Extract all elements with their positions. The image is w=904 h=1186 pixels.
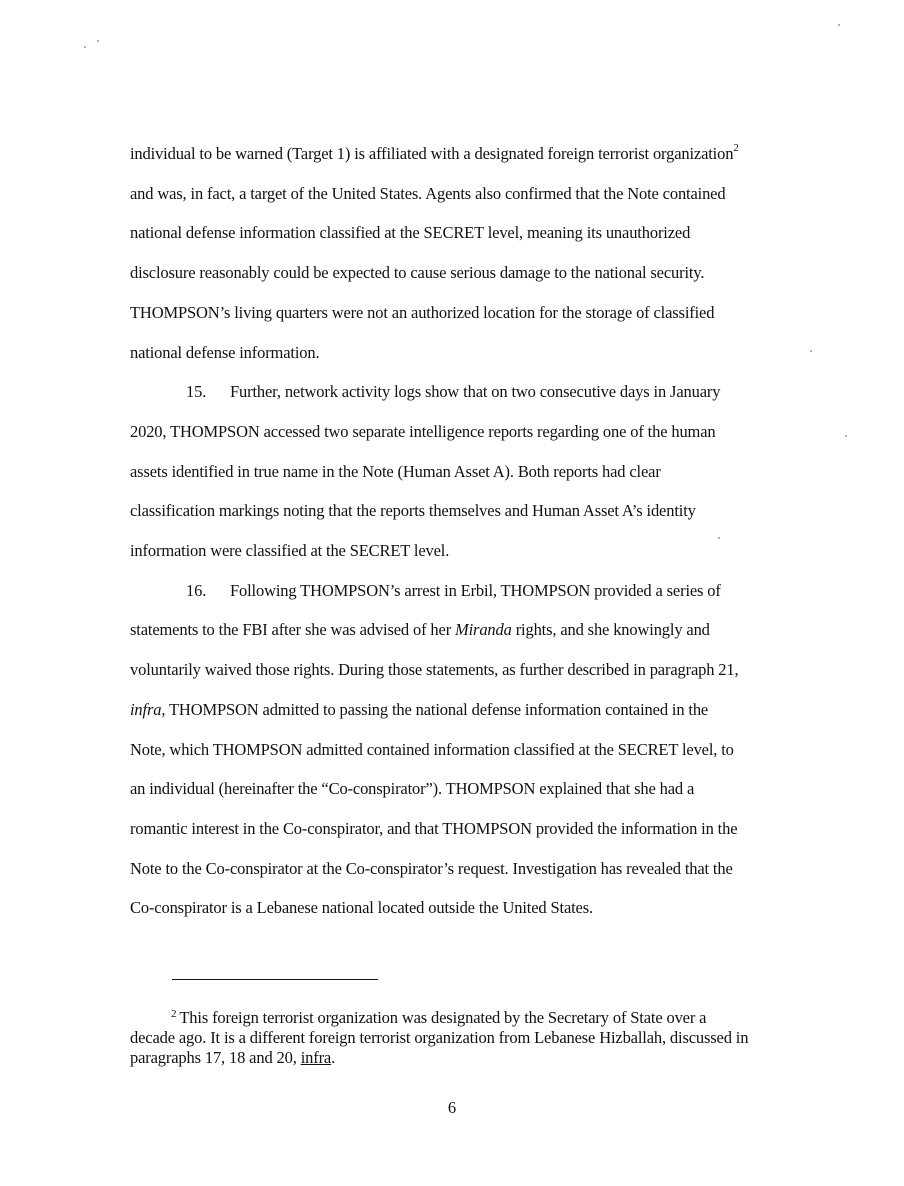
text-line: an individual (hereinafter the “Co-conspirator”). THOMPSON explained that she had a (130, 779, 695, 799)
scan-speck (838, 24, 840, 26)
scan-speck (84, 46, 86, 48)
footnote-line: paragraphs 17, 18 and 20, infra. (130, 1048, 336, 1067)
text-line: assets identified in true name in the Note (Human Asset A). Both reports had clear (130, 461, 661, 481)
text-line: infra, THOMPSON admitted to passing the national defense information contained in the (130, 699, 709, 719)
text-line: Co-conspirator is a Lebanese national located outside the United States. (130, 898, 593, 918)
text-line: and was, in fact, a target of the United States. Agents also confirmed that the Note contained (130, 183, 726, 203)
paragraph-number: 15. (186, 382, 207, 402)
text-line: voluntarily waived those rights. During those statements, as further described in paragraph 21, (130, 660, 739, 680)
footnote-separator (172, 979, 378, 980)
footnote-number: 2 (171, 1008, 177, 1020)
footnote-line: $^2$ This foreign terrorist organization was designated by the Secretary of State over a (171, 1008, 707, 1027)
text-line: 15. Further, network activity logs show that on two consecutive days in January (130, 372, 790, 412)
footnote (130, 1008, 790, 1068)
body-text (130, 134, 790, 928)
text-line: national defense information classified at the SECRET level, meaning its unauthorized (130, 223, 691, 243)
scan-speck (845, 435, 847, 437)
text-line: classification markings noting that the reports themselves and Human Asset A’s identity (130, 501, 696, 521)
text-line: statements to the FBI after she was advised of her Miranda rights, and she knowingly and (130, 620, 710, 640)
text-line: information were classified at the SECRET level. (130, 541, 450, 561)
text-line: 2020, THOMPSON accessed two separate intelligence reports regarding one of the human (130, 421, 716, 441)
footnote-marker: 2 (733, 142, 739, 154)
footnote-line: decade ago. It is a different foreign terrorist organization from Lebanese Hizballah, discussed in (130, 1028, 749, 1047)
text-line: THOMPSON’s living quarters were not an authorized location for the storage of classified (130, 302, 715, 322)
paragraph-number: 16. (186, 580, 207, 600)
page-number: 6 (447, 1098, 457, 1117)
text-line: disclosure reasonably could be expected to cause serious damage to the national security. (130, 263, 705, 283)
text-line: national defense information. (130, 342, 320, 362)
text-line: Note, which THOMPSON admitted contained information classified at the SECRET level, to (130, 739, 734, 759)
infra-italic: infra (130, 699, 162, 719)
scan-speck (810, 350, 812, 352)
infra-underlined: infra (300, 1048, 332, 1067)
paragraph-14-continued (130, 134, 790, 372)
scan-speck (97, 40, 99, 42)
case-name-italic: Miranda (455, 620, 512, 640)
text-line: Note to the Co-conspirator at the Co-conspirator’s request. Investigation has revealed that the (130, 858, 733, 878)
text-line: 16. Following THOMPSON’s arrest in Erbil, THOMPSON provided a series of (130, 571, 790, 611)
paragraph-15 (130, 372, 790, 571)
text-line: romantic interest in the Co-conspirator, and that THOMPSON provided the information in the (130, 818, 738, 838)
text-line: individual to be warned (Target 1) is affiliated with a designated foreign terrorist organization$^2$ (130, 142, 739, 163)
paragraph-16 (130, 571, 790, 928)
